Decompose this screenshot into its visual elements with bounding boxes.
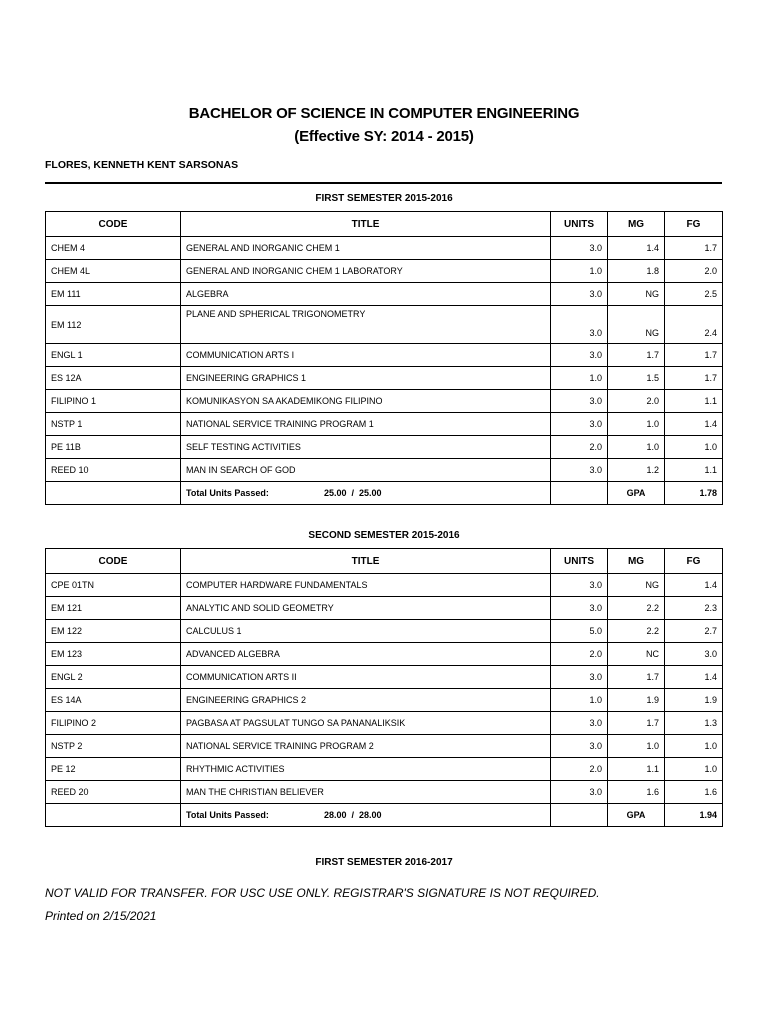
midterm-grade: 1.9 [608, 689, 665, 712]
col-fg: FG [665, 549, 723, 574]
course-units: 3.0 [551, 459, 608, 482]
midterm-grade: 1.0 [608, 436, 665, 459]
course-code: EM 123 [46, 643, 181, 666]
midterm-grade: 2.0 [608, 390, 665, 413]
semester-3-title: FIRST SEMESTER 2016-2017 [315, 857, 453, 868]
midterm-grade: 1.2 [608, 459, 665, 482]
course-row [46, 735, 723, 758]
semester-1-table [45, 211, 723, 505]
final-grade: 1.7 [665, 367, 723, 390]
col-code: CODE [46, 549, 181, 574]
final-grade: 1.1 [665, 390, 723, 413]
final-grade: 3.0 [665, 643, 723, 666]
course-units: 2.0 [551, 643, 608, 666]
course-title: ADVANCED ALGEBRA [181, 643, 551, 666]
course-code: PE 12 [46, 758, 181, 781]
final-grade: 1.0 [665, 436, 723, 459]
midterm-grade: NG [608, 283, 665, 306]
course-row [46, 781, 723, 804]
course-units: 3.0 [551, 781, 608, 804]
course-code: CPE 01TN [46, 574, 181, 597]
course-title: PLANE AND SPHERICAL TRIGONOMETRY [181, 306, 551, 344]
course-title: NATIONAL SERVICE TRAINING PROGRAM 1 [181, 413, 551, 436]
midterm-grade: NG [608, 306, 665, 344]
course-title: PAGBASA AT PAGSULAT TUNGO SA PANANALIKSIK [181, 712, 551, 735]
course-title: GENERAL AND INORGANIC CHEM 1 [181, 237, 551, 260]
course-code: EM 121 [46, 597, 181, 620]
semester-1-title: FIRST SEMESTER 2015-2016 [315, 193, 453, 204]
total-units-value: 25.00 / 25.00 [324, 488, 382, 498]
col-title: TITLE [181, 549, 551, 574]
gpa-value: 1.78 [665, 482, 723, 505]
course-code: CHEM 4L [46, 260, 181, 283]
course-row [46, 367, 723, 390]
total-units-cell [181, 482, 551, 505]
total-units-cell [181, 804, 551, 827]
course-units: 5.0 [551, 620, 608, 643]
final-grade: 1.9 [665, 689, 723, 712]
course-title: KOMUNIKASYON SA AKADEMIKONG FILIPINO [181, 390, 551, 413]
printed-date: Printed on 2/15/2021 [45, 909, 157, 923]
course-row [46, 643, 723, 666]
course-row [46, 666, 723, 689]
course-code: REED 20 [46, 781, 181, 804]
course-units: 2.0 [551, 436, 608, 459]
course-units: 1.0 [551, 260, 608, 283]
course-row [46, 390, 723, 413]
course-units: 3.0 [551, 597, 608, 620]
course-code: ENGL 2 [46, 666, 181, 689]
course-code: PE 11B [46, 436, 181, 459]
final-grade: 1.0 [665, 758, 723, 781]
course-title: CALCULUS 1 [181, 620, 551, 643]
course-code: ENGL 1 [46, 344, 181, 367]
course-code: EM 122 [46, 620, 181, 643]
course-row [46, 689, 723, 712]
program-title: BACHELOR OF SCIENCE IN COMPUTER ENGINEERING [188, 105, 580, 122]
course-units: 3.0 [551, 574, 608, 597]
final-grade: 1.7 [665, 237, 723, 260]
course-title: SELF TESTING ACTIVITIES [181, 436, 551, 459]
final-grade: 1.6 [665, 781, 723, 804]
col-mg: MG [608, 212, 665, 237]
course-row [46, 413, 723, 436]
total-spacer-cell [551, 482, 608, 505]
course-title: RHYTHMIC ACTIVITIES [181, 758, 551, 781]
course-code: NSTP 1 [46, 413, 181, 436]
course-code: FILIPINO 2 [46, 712, 181, 735]
course-row [46, 620, 723, 643]
course-code: ES 14A [46, 689, 181, 712]
midterm-grade: 1.8 [608, 260, 665, 283]
midterm-grade: 1.7 [608, 712, 665, 735]
semester-2-title: SECOND SEMESTER 2015-2016 [308, 530, 460, 541]
gpa-label: GPA [608, 482, 665, 505]
course-row [46, 344, 723, 367]
course-units: 3.0 [551, 390, 608, 413]
final-grade: 1.4 [665, 413, 723, 436]
col-fg: FG [665, 212, 723, 237]
total-units-label: Total Units Passed: [186, 810, 269, 820]
course-title: COMMUNICATION ARTS II [181, 666, 551, 689]
course-units: 3.0 [551, 237, 608, 260]
final-grade: 2.3 [665, 597, 723, 620]
course-code: EM 111 [46, 283, 181, 306]
final-grade: 1.4 [665, 574, 723, 597]
total-empty-cell [46, 482, 181, 505]
final-grade: 1.0 [665, 735, 723, 758]
course-title: ENGINEERING GRAPHICS 2 [181, 689, 551, 712]
course-row [46, 574, 723, 597]
course-row [46, 306, 723, 344]
total-units-label: Total Units Passed: [186, 488, 269, 498]
course-row [46, 459, 723, 482]
effective-year: (Effective SY: 2014 - 2015) [294, 128, 474, 145]
course-units: 1.0 [551, 689, 608, 712]
course-row [46, 758, 723, 781]
course-code: REED 10 [46, 459, 181, 482]
course-title: ANALYTIC AND SOLID GEOMETRY [181, 597, 551, 620]
midterm-grade: 1.7 [608, 666, 665, 689]
final-grade: 2.7 [665, 620, 723, 643]
course-code: FILIPINO 1 [46, 390, 181, 413]
course-units: 3.0 [551, 712, 608, 735]
midterm-grade: 1.1 [608, 758, 665, 781]
midterm-grade: 1.0 [608, 735, 665, 758]
total-row [46, 482, 723, 505]
midterm-grade: 2.2 [608, 597, 665, 620]
col-units: UNITS [551, 212, 608, 237]
course-units: 3.0 [551, 666, 608, 689]
final-grade: 2.5 [665, 283, 723, 306]
course-row [46, 712, 723, 735]
course-title: ALGEBRA [181, 283, 551, 306]
final-grade: 2.4 [665, 306, 723, 344]
total-units-value: 28.00 / 28.00 [324, 810, 382, 820]
course-title: MAN THE CHRISTIAN BELIEVER [181, 781, 551, 804]
disclaimer-note: NOT VALID FOR TRANSFER. FOR USC USE ONLY. REGISTRAR'S SIGNATURE IS NOT REQUIRED. [45, 886, 600, 900]
course-row [46, 597, 723, 620]
col-units: UNITS [551, 549, 608, 574]
col-mg: MG [608, 549, 665, 574]
course-code: EM 112 [46, 306, 181, 344]
course-units: 2.0 [551, 758, 608, 781]
col-title: TITLE [181, 212, 551, 237]
final-grade: 1.4 [665, 666, 723, 689]
student-name: FLORES, KENNETH KENT SARSONAS [45, 159, 239, 171]
final-grade: 2.0 [665, 260, 723, 283]
course-code: CHEM 4 [46, 237, 181, 260]
final-grade: 1.1 [665, 459, 723, 482]
course-title: NATIONAL SERVICE TRAINING PROGRAM 2 [181, 735, 551, 758]
course-title: MAN IN SEARCH OF GOD [181, 459, 551, 482]
gpa-value: 1.94 [665, 804, 723, 827]
course-title: COMMUNICATION ARTS I [181, 344, 551, 367]
midterm-grade: 1.0 [608, 413, 665, 436]
total-row [46, 804, 723, 827]
course-code: ES 12A [46, 367, 181, 390]
course-units: 3.0 [551, 283, 608, 306]
midterm-grade: 1.7 [608, 344, 665, 367]
course-title: COMPUTER HARDWARE FUNDAMENTALS [181, 574, 551, 597]
course-row [46, 237, 723, 260]
midterm-grade: 1.4 [608, 237, 665, 260]
course-title: ENGINEERING GRAPHICS 1 [181, 367, 551, 390]
course-row [46, 436, 723, 459]
course-units: 3.0 [551, 413, 608, 436]
course-units: 1.0 [551, 367, 608, 390]
course-code: NSTP 2 [46, 735, 181, 758]
course-units: 3.0 [551, 344, 608, 367]
course-units: 3.0 [551, 306, 608, 344]
midterm-grade: 1.5 [608, 367, 665, 390]
total-empty-cell [46, 804, 181, 827]
col-code: CODE [46, 212, 181, 237]
midterm-grade: NC [608, 643, 665, 666]
final-grade: 1.7 [665, 344, 723, 367]
total-spacer-cell [551, 804, 608, 827]
header-row [46, 549, 723, 574]
course-row [46, 260, 723, 283]
course-units: 3.0 [551, 735, 608, 758]
header-divider [45, 182, 722, 184]
header-row [46, 212, 723, 237]
semester-2-table [45, 548, 723, 827]
midterm-grade: NG [608, 574, 665, 597]
midterm-grade: 1.6 [608, 781, 665, 804]
final-grade: 1.3 [665, 712, 723, 735]
midterm-grade: 2.2 [608, 620, 665, 643]
course-row [46, 283, 723, 306]
gpa-label: GPA [608, 804, 665, 827]
course-title: GENERAL AND INORGANIC CHEM 1 LABORATORY [181, 260, 551, 283]
